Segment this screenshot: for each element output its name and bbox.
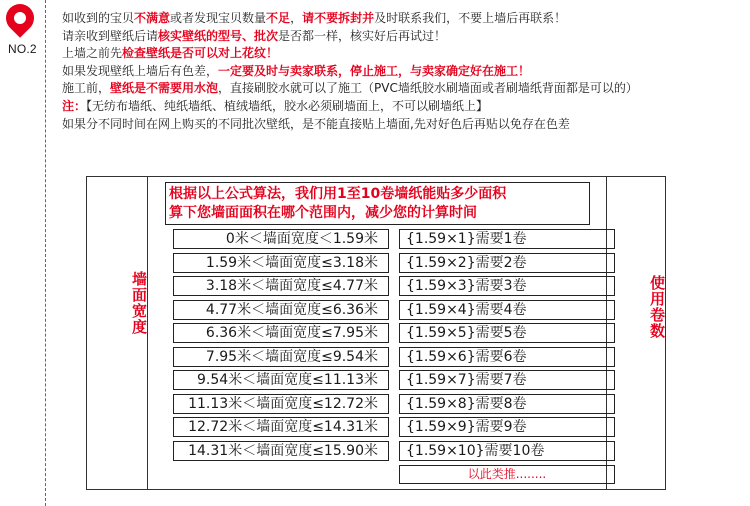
width-range-cell: 1.59米＜墙面宽度≤3.18米 xyxy=(173,253,389,273)
note-emphasis: 检查壁纸是否可以对上花纹！ xyxy=(122,46,279,61)
instruction-notes xyxy=(62,10,746,133)
width-range-cell: 6.36米＜墙面宽度≤7.95米 xyxy=(173,323,389,343)
note-emphasis: 壁纸是不需要用水泡 xyxy=(110,81,219,96)
rolls-needed-cell: {1.59×10}需要10卷 xyxy=(399,441,615,461)
note-line xyxy=(62,63,746,81)
note-line xyxy=(62,28,746,46)
rolls-needed-cell: {1.59×7}需要7卷 xyxy=(399,370,615,390)
width-range-cell: 3.18米＜墙面宽度≤4.77米 xyxy=(173,276,389,296)
rolls-needed-cell: {1.59×3}需要3卷 xyxy=(399,276,615,296)
note-text: 施工前， xyxy=(62,81,111,96)
table-headline xyxy=(165,182,590,225)
roll-calculation-table xyxy=(86,176,666,490)
note-text: 【无纺布墙纸、纯纸墙纸、植绒墙纸，胶水必须刷墙面上，不可以刷墙纸上】 xyxy=(86,98,489,113)
rolls-needed-cell: {1.59×8}需要8卷 xyxy=(399,394,615,414)
note-text: 或者发现宝贝数量 xyxy=(170,11,267,25)
section-number: NO.2 xyxy=(8,42,37,56)
width-range-cell: 4.77米＜墙面宽度≤6.36米 xyxy=(173,300,389,320)
rolls-used-label: 使用卷数 xyxy=(648,275,666,339)
width-range-cell: 7.95米＜墙面宽度≤9.54米 xyxy=(173,347,389,367)
note-emphasis: 请不要拆封并 xyxy=(302,11,375,25)
note-text: 及时联系我们，不要上墙后再联系！ xyxy=(374,11,567,25)
headline-line-2: 算下您墙面面积在哪个范围内，减少您的计算时间 xyxy=(169,205,477,221)
note-line xyxy=(62,116,746,134)
note-text: 如果发现壁纸上墙后有色差， xyxy=(62,63,219,78)
rolls-needed-cell: {1.59×9}需要9卷 xyxy=(399,417,615,437)
rolls-needed-cell: {1.59×4}需要4卷 xyxy=(399,300,615,320)
note-emphasis: 一定要及时与卖家联系，停止施工，与卖家确定好在施工！ xyxy=(218,63,531,78)
width-range-cell: 12.72米＜墙面宽度≤14.31米 xyxy=(173,417,389,437)
note-text: 如收到的宝贝 xyxy=(62,11,135,25)
note-line xyxy=(62,80,746,98)
width-range-cell: 9.54米＜墙面宽度≤11.13米 xyxy=(173,370,389,390)
width-range-cell: 0米＜墙面宽度＜1.59米 xyxy=(173,229,389,249)
note-text: 如果分不同时间在网上购买的不同批次壁纸，是不能直接贴上墙面,先对好色后再贴以免存在色差 xyxy=(62,116,570,131)
note-text: ，直接刷胶水就可以了施工（PVC墙纸胶水刷墙面或者刷墙纸背面都是可以的） xyxy=(218,81,638,96)
wall-width-label: 墙面宽度 xyxy=(130,271,148,335)
width-range-cell: 14.31米＜墙面宽度≤15.90米 xyxy=(173,441,389,461)
note-text: 请亲收到壁纸后请 xyxy=(62,28,159,43)
section-badge xyxy=(2,4,44,56)
note-emphasis: 核实壁纸的型号、批次 xyxy=(158,28,279,43)
rolls-needed-cell: {1.59×1}需要1卷 xyxy=(399,229,615,249)
rolls-needed-cell: {1.59×2}需要2卷 xyxy=(399,253,615,273)
note-text: 是否都一样，核实好后再试过！ xyxy=(278,28,447,43)
note-emphasis: 不满意 xyxy=(134,11,171,25)
note-line xyxy=(62,45,746,63)
note-line xyxy=(62,10,746,28)
rolls-needed-cell: {1.59×6}需要6卷 xyxy=(399,347,615,367)
note-emphasis: 注： xyxy=(62,98,87,113)
headline-line-1: 根据以上公式算法，我们用1至10卷墙纸能贴多少面积 xyxy=(169,186,507,202)
note-text: 上墙之前先 xyxy=(62,46,123,61)
rolls-needed-cell: {1.59×5}需要5卷 xyxy=(399,323,615,343)
note-emphasis: 不足 xyxy=(266,11,291,25)
table-footer: 以此类推........ xyxy=(399,465,615,484)
note-text: ， xyxy=(290,11,303,25)
width-range-cell: 11.13米＜墙面宽度≤12.72米 xyxy=(173,394,389,414)
note-line xyxy=(62,98,746,116)
dashed-divider xyxy=(45,0,46,506)
map-pin-icon xyxy=(0,0,40,38)
left-header-column xyxy=(87,177,148,489)
